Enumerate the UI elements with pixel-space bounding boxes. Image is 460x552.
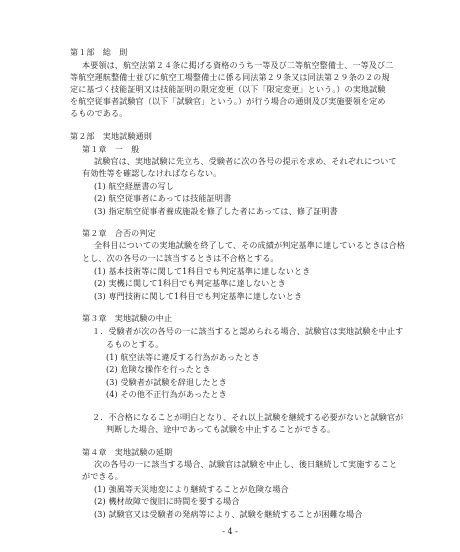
ch1-heading: 第１章 一 般 bbox=[82, 144, 140, 154]
ch4-body-line-1: 次の各号の一に該当する場合、試験官は試験を中止し、後日継続して実施すること bbox=[94, 459, 398, 469]
ch1-body-line-2: 有効性等を確認しなければならない。 bbox=[82, 168, 222, 178]
ch3-heading: 第３章 実地試験の中止 bbox=[82, 313, 173, 323]
part1-para-line-3: 定に基づく技能証明又は技能証明の限定変更（以下「限定変更」という。）の実地試験 bbox=[70, 84, 386, 94]
ch2-item-3: (3) 専門技術に関して1科目でも判定基準に達しないとき bbox=[94, 291, 303, 301]
ch2-item-2: (2) 実機に関して1科目でも判定基準に達しないとき bbox=[94, 278, 286, 288]
ch1-item-2: (2) 航空従事者にあっては技能証明書 bbox=[94, 193, 232, 203]
ch3-item-4: (4) その他不正行為があったとき bbox=[106, 389, 227, 399]
ch4-item-1: (1) 強風等天災地変により継続することが危険な場合 bbox=[94, 484, 289, 494]
ch4-item-2: (2) 機材故障で復旧に時間を要する場合 bbox=[94, 496, 240, 506]
ch3-item-2: (2) 危険な操作を行ったとき bbox=[106, 364, 211, 374]
ch2-body-line-2: とし、次の各号の一に該当するときは不合格とする。 bbox=[82, 253, 279, 263]
ch1-item-1: (1) 航空経歴書の写し bbox=[94, 181, 174, 191]
part1-para-line-1: 本要領は、航空法第２４条に掲げる資格のうち一等及び二等航空整備士、一等及び二 bbox=[82, 60, 394, 70]
ch3-item-1: (1) 航空法等に違反する行為があったとき bbox=[106, 352, 260, 362]
ch3-p1-line-2: るものとする。 bbox=[106, 339, 164, 349]
ch1-item-3: (3) 指定航空従事者養成施設を修了した者にあっては、修了証明書 bbox=[94, 206, 338, 216]
part1-para-line-2: 等航空運航整備士並びに航空工場整備士に係る同法第２９条又は同法第２９条の２の規 bbox=[70, 72, 390, 82]
ch4-heading: 第４章 実地試験の延期 bbox=[82, 447, 173, 457]
ch3-p2-line-1: ２．不合格になることが明白となり、それ以上試験を継続する必要がないと試験官が bbox=[92, 412, 404, 422]
part1-para-line-4: を航空従事者試験官（以下「試験官」という。）が行う場合の通則及び実施要領を定め bbox=[70, 96, 386, 106]
ch3-item-3: (3) 受験者が試験を辞退したとき bbox=[106, 377, 227, 387]
ch3-p2-line-2: 判断した場合、途中であっても試験を中止することができる。 bbox=[106, 424, 336, 434]
ch2-heading: 第２章 合否の判定 bbox=[82, 228, 156, 238]
ch3-p1-line-1: １．受験者が次の各号の一に該当すると認められる場合、試験官は実地試験を中止す bbox=[92, 326, 404, 336]
ch2-item-1: (1) 基本技術等に関して1科目でも判定基準に達しないとき bbox=[94, 266, 311, 276]
part1-heading: 第１部 総 則 bbox=[70, 47, 128, 57]
part2-heading: 第２部 実地試験通則 bbox=[70, 131, 152, 141]
part1-para-line-5: るものである。 bbox=[70, 108, 128, 118]
ch1-body-line-1: 試験官は、実地試験に先立ち、受験者に次の各号の提示を求め、それぞれについて bbox=[94, 156, 397, 166]
ch4-body-line-2: ができる。 bbox=[82, 471, 123, 481]
ch2-body-line-1: 全科目についての実地試験を終了して、その成績が判定基準に達しているときは合格 bbox=[94, 240, 406, 250]
page-number: - 4 - bbox=[222, 527, 238, 536]
ch4-item-3: (3) 試験官又は受験者の発病等により、試験を継続することが困難な場合 bbox=[94, 509, 363, 519]
